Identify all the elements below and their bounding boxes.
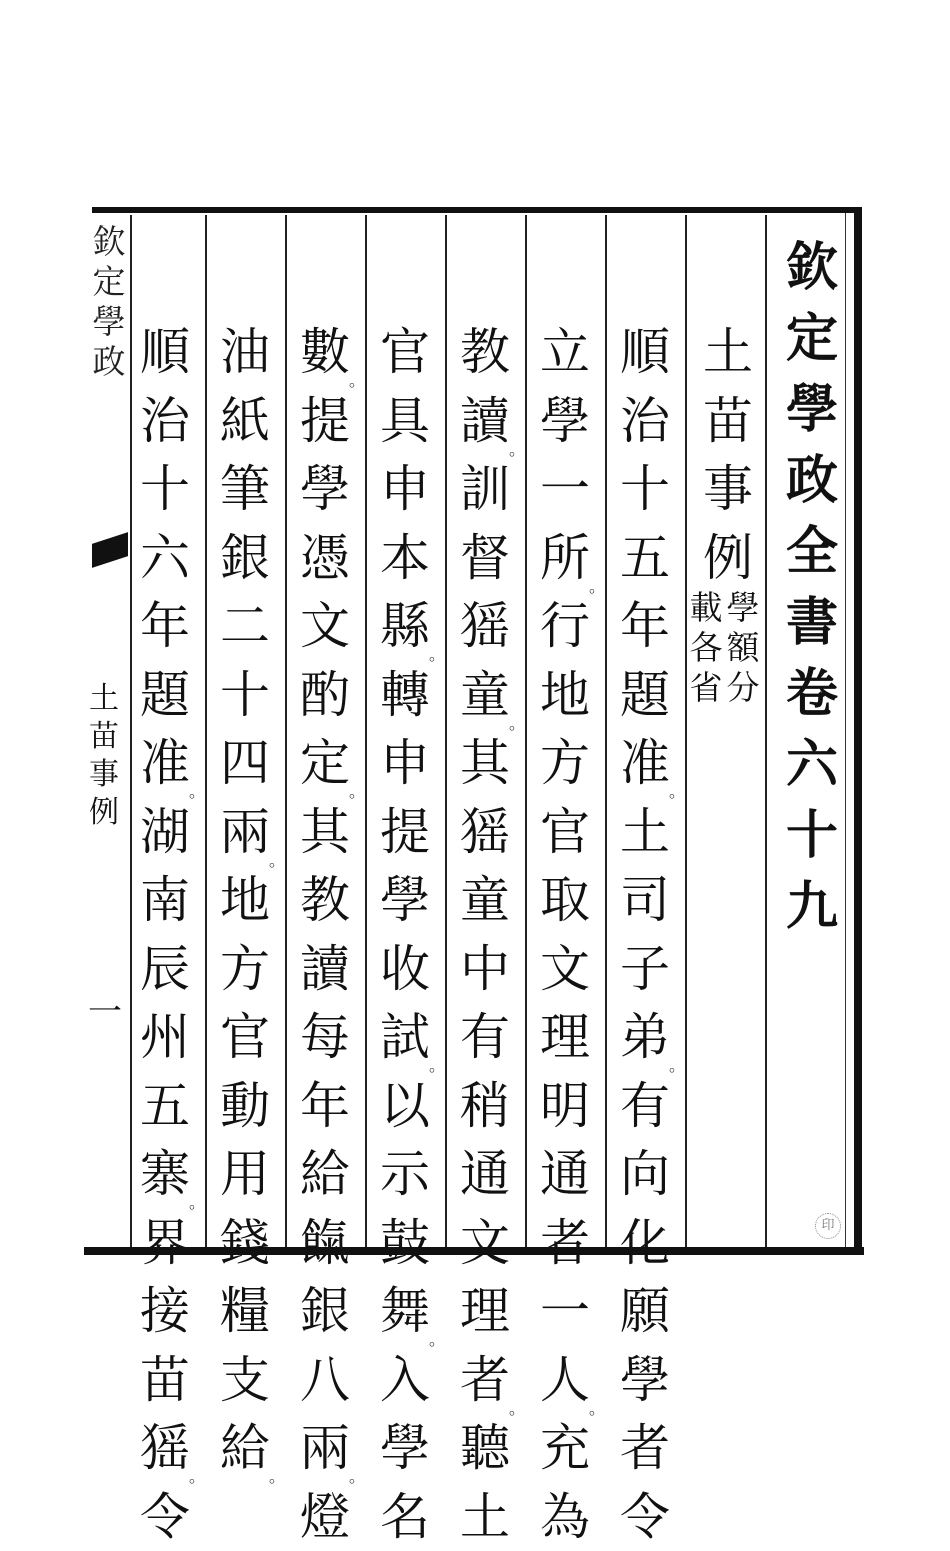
character: 教 — [459, 318, 511, 387]
character: 卷 — [784, 658, 840, 729]
spine-section-label — [86, 680, 122, 832]
character: 動 — [219, 1072, 271, 1141]
character: 為 — [539, 1483, 591, 1551]
character: 例 — [89, 794, 119, 832]
text-column-2 — [539, 318, 591, 1248]
punctuation-mark: 。 — [269, 853, 285, 869]
character: 行 — [539, 592, 591, 661]
character: 人 — [539, 1346, 591, 1415]
character: 筆 — [219, 455, 271, 524]
character: 苗 — [139, 1346, 191, 1415]
character: 提 — [379, 798, 431, 867]
character: 八 — [299, 1346, 351, 1415]
character: 轉 — [379, 661, 431, 730]
character: 治 — [619, 387, 671, 456]
character: 猺 — [459, 798, 511, 867]
character: 土 — [459, 1483, 511, 1551]
character: 省 — [688, 668, 724, 708]
punctuation-mark: 。 — [509, 1401, 525, 1417]
character: 數 — [299, 318, 351, 387]
character: 學 — [299, 455, 351, 524]
frame-inner-rule — [845, 213, 846, 1247]
character: 具 — [379, 387, 431, 456]
character: 六 — [139, 524, 191, 593]
punctuation-mark: 。 — [429, 1332, 445, 1348]
character: 二 — [219, 592, 271, 661]
character: 例 — [700, 524, 756, 593]
character: 苗 — [700, 387, 756, 456]
character: 兩 — [219, 798, 271, 867]
punctuation-mark: 。 — [349, 784, 365, 800]
text-column-5 — [299, 318, 351, 1248]
character: 其 — [459, 729, 511, 798]
character: 通 — [539, 1140, 591, 1209]
character: 學 — [93, 302, 126, 342]
character: 有 — [619, 1072, 671, 1141]
character: 文 — [539, 935, 591, 1004]
character: 所 — [539, 524, 591, 593]
character: 猺 — [459, 592, 511, 661]
character: 土 — [89, 680, 119, 718]
punctuation-mark: 。 — [509, 716, 525, 732]
character: 接 — [139, 1277, 191, 1346]
character: 向 — [619, 1140, 671, 1209]
character: 紙 — [219, 387, 271, 456]
character: 湖 — [139, 798, 191, 867]
character: 辰 — [139, 935, 191, 1004]
frame-right-border — [854, 207, 862, 1255]
character: 事 — [89, 756, 119, 794]
seal-stamp: 印 — [815, 1213, 841, 1239]
character: 准 — [139, 729, 191, 798]
character: 學 — [725, 588, 761, 628]
column-rule — [285, 215, 287, 1247]
punctuation-mark: 。 — [669, 784, 685, 800]
punctuation-mark: 。 — [589, 1401, 605, 1417]
character: 令 — [139, 1483, 191, 1551]
character: 用 — [219, 1140, 271, 1209]
character: 文 — [299, 592, 351, 661]
character: 定 — [299, 729, 351, 798]
character: 治 — [139, 387, 191, 456]
character: 提 — [299, 387, 351, 456]
character: 文 — [459, 1209, 511, 1278]
character: 每 — [299, 1003, 351, 1072]
character: 順 — [139, 318, 191, 387]
character: 五 — [139, 1072, 191, 1141]
character: 方 — [219, 935, 271, 1004]
text-column-3 — [459, 318, 511, 1248]
character: 支 — [219, 1346, 271, 1415]
character: 弟 — [619, 1003, 671, 1072]
character: 者 — [459, 1346, 511, 1415]
character: 聽 — [459, 1414, 511, 1483]
character: 訓 — [459, 455, 511, 524]
punctuation-mark: 。 — [189, 1195, 205, 1211]
character: 試 — [379, 1003, 431, 1072]
character: 題 — [139, 661, 191, 730]
character: 通 — [459, 1140, 511, 1209]
frame-top-border — [92, 207, 862, 213]
character: 本 — [379, 524, 431, 593]
character: 充 — [539, 1414, 591, 1483]
character: 十 — [139, 455, 191, 524]
character: 順 — [619, 318, 671, 387]
character: 鼓 — [379, 1209, 431, 1278]
character: 四 — [219, 729, 271, 798]
character: 苗 — [89, 718, 119, 756]
character: 化 — [619, 1209, 671, 1278]
character: 年 — [619, 592, 671, 661]
punctuation-mark: 。 — [269, 1469, 285, 1485]
character: 舞 — [379, 1277, 431, 1346]
character: 額 — [725, 628, 761, 668]
character: 事 — [700, 455, 756, 524]
character: 一 — [539, 455, 591, 524]
text-column-1 — [619, 318, 671, 1248]
character: 立 — [539, 318, 591, 387]
character: 學 — [379, 866, 431, 935]
character: 願 — [619, 1277, 671, 1346]
character: 錢 — [219, 1209, 271, 1278]
character: 給 — [219, 1414, 271, 1483]
character: 政 — [93, 342, 126, 382]
character: 糧 — [219, 1277, 271, 1346]
character: 界 — [139, 1209, 191, 1278]
punctuation-mark: 。 — [429, 647, 445, 663]
character: 土 — [619, 798, 671, 867]
punctuation-mark: 。 — [589, 579, 605, 595]
character: 十 — [219, 661, 271, 730]
character: 童 — [459, 866, 511, 935]
spine-title — [92, 222, 126, 382]
character: 入 — [379, 1346, 431, 1415]
character: 官 — [539, 798, 591, 867]
character: 稍 — [459, 1072, 511, 1141]
fish-tail-mark — [92, 532, 128, 568]
character: 州 — [139, 1003, 191, 1072]
character: 欽 — [93, 222, 126, 262]
character: 銀 — [219, 524, 271, 593]
character: 五 — [619, 524, 671, 593]
section-note-left — [688, 588, 724, 708]
punctuation-mark: 。 — [669, 1058, 685, 1074]
character: 取 — [539, 866, 591, 935]
character: 寨 — [139, 1140, 191, 1209]
character: 申 — [379, 455, 431, 524]
character: 書 — [784, 587, 840, 658]
character: 學 — [619, 1346, 671, 1415]
character: 年 — [139, 592, 191, 661]
character: 定 — [93, 262, 126, 302]
character: 准 — [619, 729, 671, 798]
character: 者 — [619, 1414, 671, 1483]
character: 載 — [688, 588, 724, 628]
character: 定 — [784, 303, 840, 374]
punctuation-mark: 。 — [189, 1469, 205, 1485]
character: 有 — [459, 1003, 511, 1072]
punctuation-mark: 。 — [349, 373, 365, 389]
character: 全 — [784, 516, 840, 587]
character: 銀 — [299, 1277, 351, 1346]
character: 方 — [539, 729, 591, 798]
character: 年 — [299, 1072, 351, 1141]
character: 地 — [219, 866, 271, 935]
character: 申 — [379, 729, 431, 798]
character: 明 — [539, 1072, 591, 1141]
character: 以 — [379, 1072, 431, 1141]
character: 欽 — [784, 232, 840, 303]
character: 令 — [619, 1483, 671, 1551]
character: 九 — [784, 871, 840, 942]
character: 理 — [539, 1003, 591, 1072]
column-rule — [685, 215, 687, 1247]
character: 給 — [299, 1140, 351, 1209]
column-rule — [525, 215, 527, 1247]
character: 教 — [299, 866, 351, 935]
character: 十 — [619, 455, 671, 524]
character: 南 — [139, 866, 191, 935]
page-number: 一 — [88, 995, 122, 1029]
character: 其 — [299, 798, 351, 867]
character: 餼 — [299, 1209, 351, 1278]
character: 油 — [219, 318, 271, 387]
character: 地 — [539, 661, 591, 730]
character: 中 — [459, 935, 511, 1004]
punctuation-mark: 。 — [349, 1469, 365, 1485]
character: 學 — [379, 1414, 431, 1483]
column-rule — [365, 215, 367, 1247]
character: 分 — [725, 668, 761, 708]
character: 讀 — [459, 387, 511, 456]
column-rule — [445, 215, 447, 1247]
character: 官 — [219, 1003, 271, 1072]
character: 兩 — [299, 1414, 351, 1483]
character: 理 — [459, 1277, 511, 1346]
column-rule — [205, 215, 207, 1247]
column-rule — [605, 215, 607, 1247]
character: 學 — [784, 374, 840, 445]
section-note-right — [725, 588, 761, 708]
character: 各 — [688, 628, 724, 668]
character: 猺 — [139, 1414, 191, 1483]
character: 燈 — [299, 1483, 351, 1551]
character: 十 — [784, 800, 840, 871]
character: 示 — [379, 1140, 431, 1209]
character: 督 — [459, 524, 511, 593]
character: 學 — [539, 387, 591, 456]
character: 讀 — [299, 935, 351, 1004]
character: 子 — [619, 935, 671, 1004]
character: 酌 — [299, 661, 351, 730]
section-heading — [700, 318, 756, 592]
punctuation-mark: 。 — [509, 442, 525, 458]
column-rule — [765, 215, 767, 1247]
book-title — [784, 232, 840, 942]
punctuation-mark: 。 — [189, 784, 205, 800]
character: 題 — [619, 661, 671, 730]
text-column-6 — [219, 318, 271, 1248]
character: 司 — [619, 866, 671, 935]
character: 政 — [784, 445, 840, 516]
text-column-7 — [139, 318, 191, 1248]
character: 憑 — [299, 524, 351, 593]
character: 者 — [539, 1209, 591, 1278]
character: 一 — [539, 1277, 591, 1346]
character: 官 — [379, 318, 431, 387]
punctuation-mark: 。 — [429, 1058, 445, 1074]
character: 童 — [459, 661, 511, 730]
column-rule — [130, 215, 132, 1247]
character: 土 — [700, 318, 756, 387]
character: 名 — [379, 1483, 431, 1551]
character: 縣 — [379, 592, 431, 661]
character: 六 — [784, 729, 840, 800]
character: 收 — [379, 935, 431, 1004]
text-column-4 — [379, 318, 431, 1248]
